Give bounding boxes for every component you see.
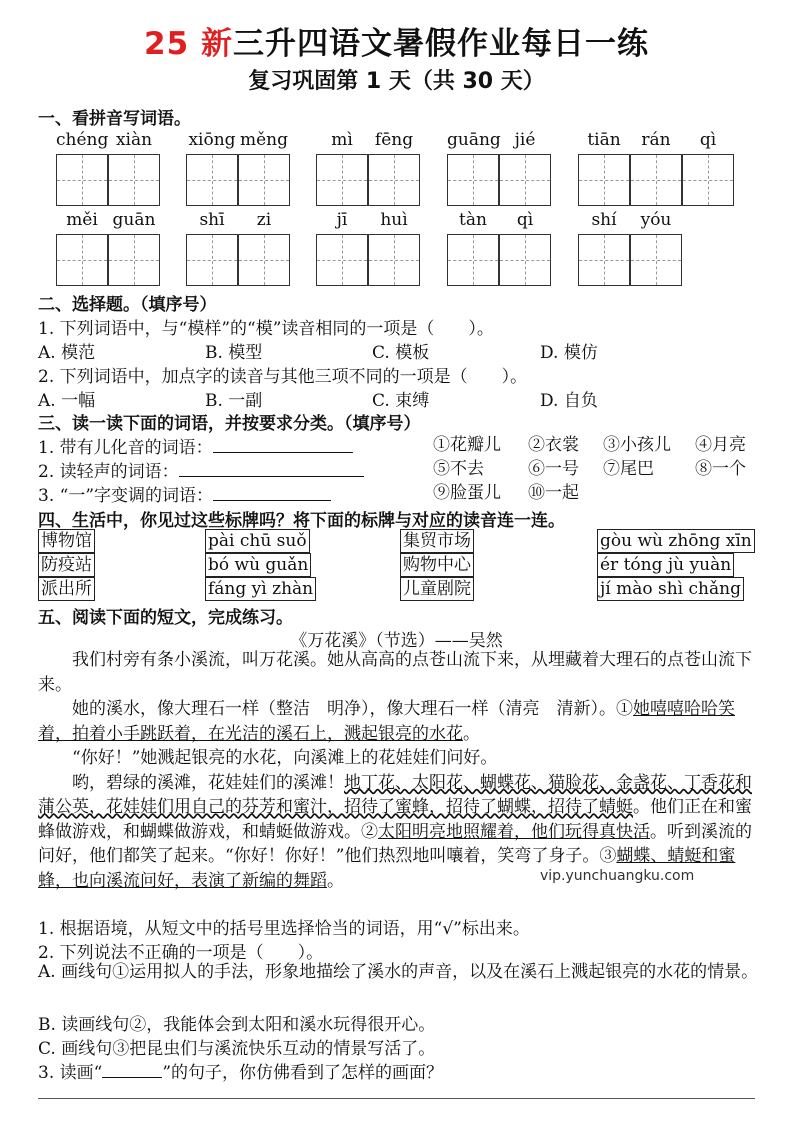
pinyin-syllable: guāng	[447, 130, 501, 150]
wavy-underlined-sentence: 地丁花、太阳花、蝴蝶花、猫脸花、金盏花、丁香花和蒲公英，花娃娃们用自己的芬芳和蜜汁，招待了蜜蜂，招待了蝴蝶，招待了蜻蜓	[38, 772, 752, 817]
pinyin-syllable: qì	[516, 210, 534, 230]
answer-line[interactable]	[213, 436, 353, 453]
article-paragraph-3: “你好！”她溅起银亮的水花，向溪滩上的花娃娃们问好。	[72, 748, 498, 768]
writing-cell[interactable]	[578, 234, 630, 286]
pinyin-syllable: tiān	[587, 130, 621, 150]
s5-q2-option-c: C. 画线句③把昆虫们与溪流快乐互动的情景写活了。	[38, 1039, 436, 1059]
underlined-sentence-1: 她嘻嘻哈哈笑着，拍着小手跳跃着，在光洁的溪石上，溅起银亮的水花	[38, 699, 735, 744]
writing-cell[interactable]	[368, 154, 420, 206]
page-subtitle: 复习巩固第 1 天（共 30 天）	[248, 69, 545, 94]
section5-heading: 五、阅读下面的短文，完成练习。	[38, 608, 293, 628]
pinyin-syllable: qì	[699, 130, 717, 150]
s3-question-1: 1. 带有儿化音的词语：	[38, 433, 353, 458]
writing-cell[interactable]	[56, 234, 108, 286]
pinyin-syllable: jié	[514, 130, 536, 150]
s3-word-6: ⑥一号	[528, 459, 579, 479]
s3-word-2: ②衣裳	[528, 435, 579, 455]
bottom-divider	[38, 1098, 755, 1099]
pinyin-syllable: měng	[239, 130, 288, 150]
s3-word-4: ④月亮	[695, 435, 746, 455]
watermark: vip.yunchuangku.com	[540, 868, 695, 884]
writing-cell[interactable]	[186, 154, 238, 206]
s5-question-2: 2. 下列说法不正确的一项是（ ）。	[38, 943, 324, 963]
pinyin-syllable: fēng	[374, 130, 414, 150]
s2-q1-option-b: B. 模型	[205, 343, 263, 363]
writing-cell[interactable]	[238, 154, 290, 206]
underlined-sentence-2: 太阳明亮地照耀着，他们玩得真快活	[378, 821, 650, 842]
writing-cell[interactable]	[108, 234, 160, 286]
sign-box[interactable]: 购物中心	[400, 553, 474, 577]
s3-word-7: ⑦尾巴	[603, 459, 654, 479]
writing-cell[interactable]	[630, 234, 682, 286]
pinyin-syllable: jī	[336, 210, 348, 230]
writing-cell[interactable]	[316, 154, 368, 206]
writing-cell[interactable]	[447, 234, 499, 286]
s3-word-3: ③小孩儿	[603, 435, 671, 455]
pinyin-syllable: yóu	[640, 210, 672, 230]
article-paragraph-2: 她的溪水，像大理石一样（整洁 明净），像大理石一样（清亮 清新）。①她嘻嘻哈哈笑着，拍着小手跳跃着，在光洁的溪石上，溅起银亮的水花。	[38, 699, 735, 744]
pinyin-syllable: zi	[256, 210, 272, 230]
writing-cell[interactable]	[238, 234, 290, 286]
s2-q1-option-d: D. 模仿	[540, 343, 598, 363]
writing-cell[interactable]	[499, 234, 551, 286]
s2-q1-option-a: A. 模范	[38, 343, 96, 363]
sign-box[interactable]: 儿童剧院	[400, 577, 474, 601]
writing-cell[interactable]	[630, 154, 682, 206]
page-title	[0, 18, 793, 63]
pinyin-syllable: xiàn	[115, 130, 153, 150]
writing-cell[interactable]	[186, 234, 238, 286]
s2-question-2: 2. 下列词语中，加点字的读音与其他三项不同的一项是（ ）。	[38, 367, 528, 387]
pinyin-box[interactable]: bó wù guǎn	[205, 553, 311, 577]
s5-q2-option-a: A. 画线句①运用拟人的手法，形象地描绘了溪水的声音，以及在溪石上溅起银亮的水花的情景。	[38, 962, 759, 982]
sign-box[interactable]: 博物馆	[38, 529, 95, 553]
pinyin-box[interactable]: pài chū suǒ	[205, 529, 310, 553]
article-title: 《万花溪》（节选）——吴然	[290, 631, 503, 651]
writing-cell[interactable]	[447, 154, 499, 206]
sign-box[interactable]: 派出所	[38, 577, 95, 601]
s3-word-9: ⑨脸蛋儿	[433, 483, 501, 503]
article-paragraph-4: 哟，碧绿的溪滩，花娃娃们的溪滩！地丁花、太阳花、蝴蝶花、猫脸花、金盏花、丁香花和蒲公英，花娃娃们用自己的芬芳和蜜汁，招待了蜜蜂，招待了蝴蝶，招待了蜻蜓。他们正在和蜜蜂做游戏，和蝴蝶做游戏，和蜻蜓做游戏。②太阳明亮地照耀着，他们玩得真快活。听到溪流的问好，他们都笑了起来。“你好！你好！”他们热烈地叫嚷着，笑弯了身子。③蝴蝶、蜻蜓和蜜蜂，也向溪流问好，表演了新编的舞蹈。	[38, 772, 752, 891]
writing-cell[interactable]	[108, 154, 160, 206]
s2-q2-option-a: A. 一幅	[38, 391, 96, 411]
pinyin-box[interactable]: ér tóng jù yuàn	[597, 553, 734, 577]
writing-cell[interactable]	[578, 154, 630, 206]
section2-heading: 二、选择题。（填序号）	[38, 295, 217, 315]
pinyin-syllable: guān	[112, 210, 156, 230]
blank-line	[102, 1065, 162, 1078]
pinyin-syllable: shí	[591, 210, 617, 230]
s5-q2-option-b: B. 读画线句②，我能体会到太阳和溪水玩得很开心。	[38, 1015, 436, 1035]
writing-cell[interactable]	[316, 234, 368, 286]
writing-cell[interactable]	[682, 154, 734, 206]
section1-heading: 一、看拼音写词语。	[38, 109, 191, 129]
s5-question-3: 3. 读画“ ”的句子，你仿佛看到了怎样的画面？	[38, 1063, 444, 1083]
pinyin-syllable: měi	[66, 210, 98, 230]
sign-box[interactable]: 集贸市场	[400, 529, 474, 553]
pinyin-box[interactable]: jí mào shì chǎng	[597, 577, 744, 601]
s3-word-1: ①花瓣儿	[433, 435, 501, 455]
s2-question-1: 1. 下列词语中，与“模样”的“模”读音相同的一项是（ ）。	[38, 319, 494, 339]
section3-heading: 三、读一读下面的词语，并按要求分类。（填序号）	[38, 414, 421, 434]
article-body	[38, 648, 760, 893]
pinyin-syllable: chéng	[56, 130, 109, 150]
writing-cell[interactable]	[499, 154, 551, 206]
s2-q1-option-c: C. 模板	[372, 343, 430, 363]
section4-heading: 四、生活中，你见过这些标牌吗？将下面的标牌与对应的读音连一连。	[38, 511, 565, 531]
s2-q2-option-d: D. 自负	[540, 391, 598, 411]
underlined-sentence-3: 蝴蝶、蜻蜓和蜜蜂，也向溪流问好，表演了新编的舞蹈	[38, 846, 736, 891]
pinyin-syllable: mì	[331, 130, 353, 150]
pinyin-syllable: xiōng	[188, 130, 236, 150]
s5-question-1: 1. 根据语境，从短文中的括号里选择恰当的词语，用“√”标出来。	[38, 919, 530, 939]
s3-word-8: ⑧一个	[695, 459, 746, 479]
s2-q2-option-b: B. 一副	[205, 391, 263, 411]
title-text: 三升四语文暑假作业每日一练	[232, 26, 649, 62]
pinyin-syllable: tàn	[459, 210, 487, 230]
answer-line[interactable]	[213, 484, 331, 501]
s3-word-10: ⑩一起	[528, 483, 579, 503]
pinyin-syllable: huì	[380, 210, 408, 230]
answer-line[interactable]	[179, 460, 364, 477]
sign-box[interactable]: 防疫站	[38, 553, 95, 577]
pinyin-box[interactable]: fáng yì zhàn	[205, 577, 316, 601]
s2-q2-option-c: C. 束缚	[372, 391, 430, 411]
pinyin-syllable: rán	[641, 130, 671, 150]
s3-question-2: 2. 读轻声的词语：	[38, 457, 364, 482]
pinyin-box[interactable]: gòu wù zhōng xīn	[597, 529, 755, 553]
s3-question-3: 3. “一”字变调的词语：	[38, 481, 331, 506]
s3-word-5: ⑤不去	[433, 459, 484, 479]
writing-cell[interactable]	[56, 154, 108, 206]
pinyin-syllable: shī	[199, 210, 225, 230]
writing-cell[interactable]	[368, 234, 420, 286]
title-highlight: 25 新	[144, 26, 233, 62]
article-paragraph-1: 我们村旁有条小溪流，叫万花溪。她从高高的点苍山流下来，从埋藏着大理石的点苍山流下来。	[38, 650, 752, 695]
